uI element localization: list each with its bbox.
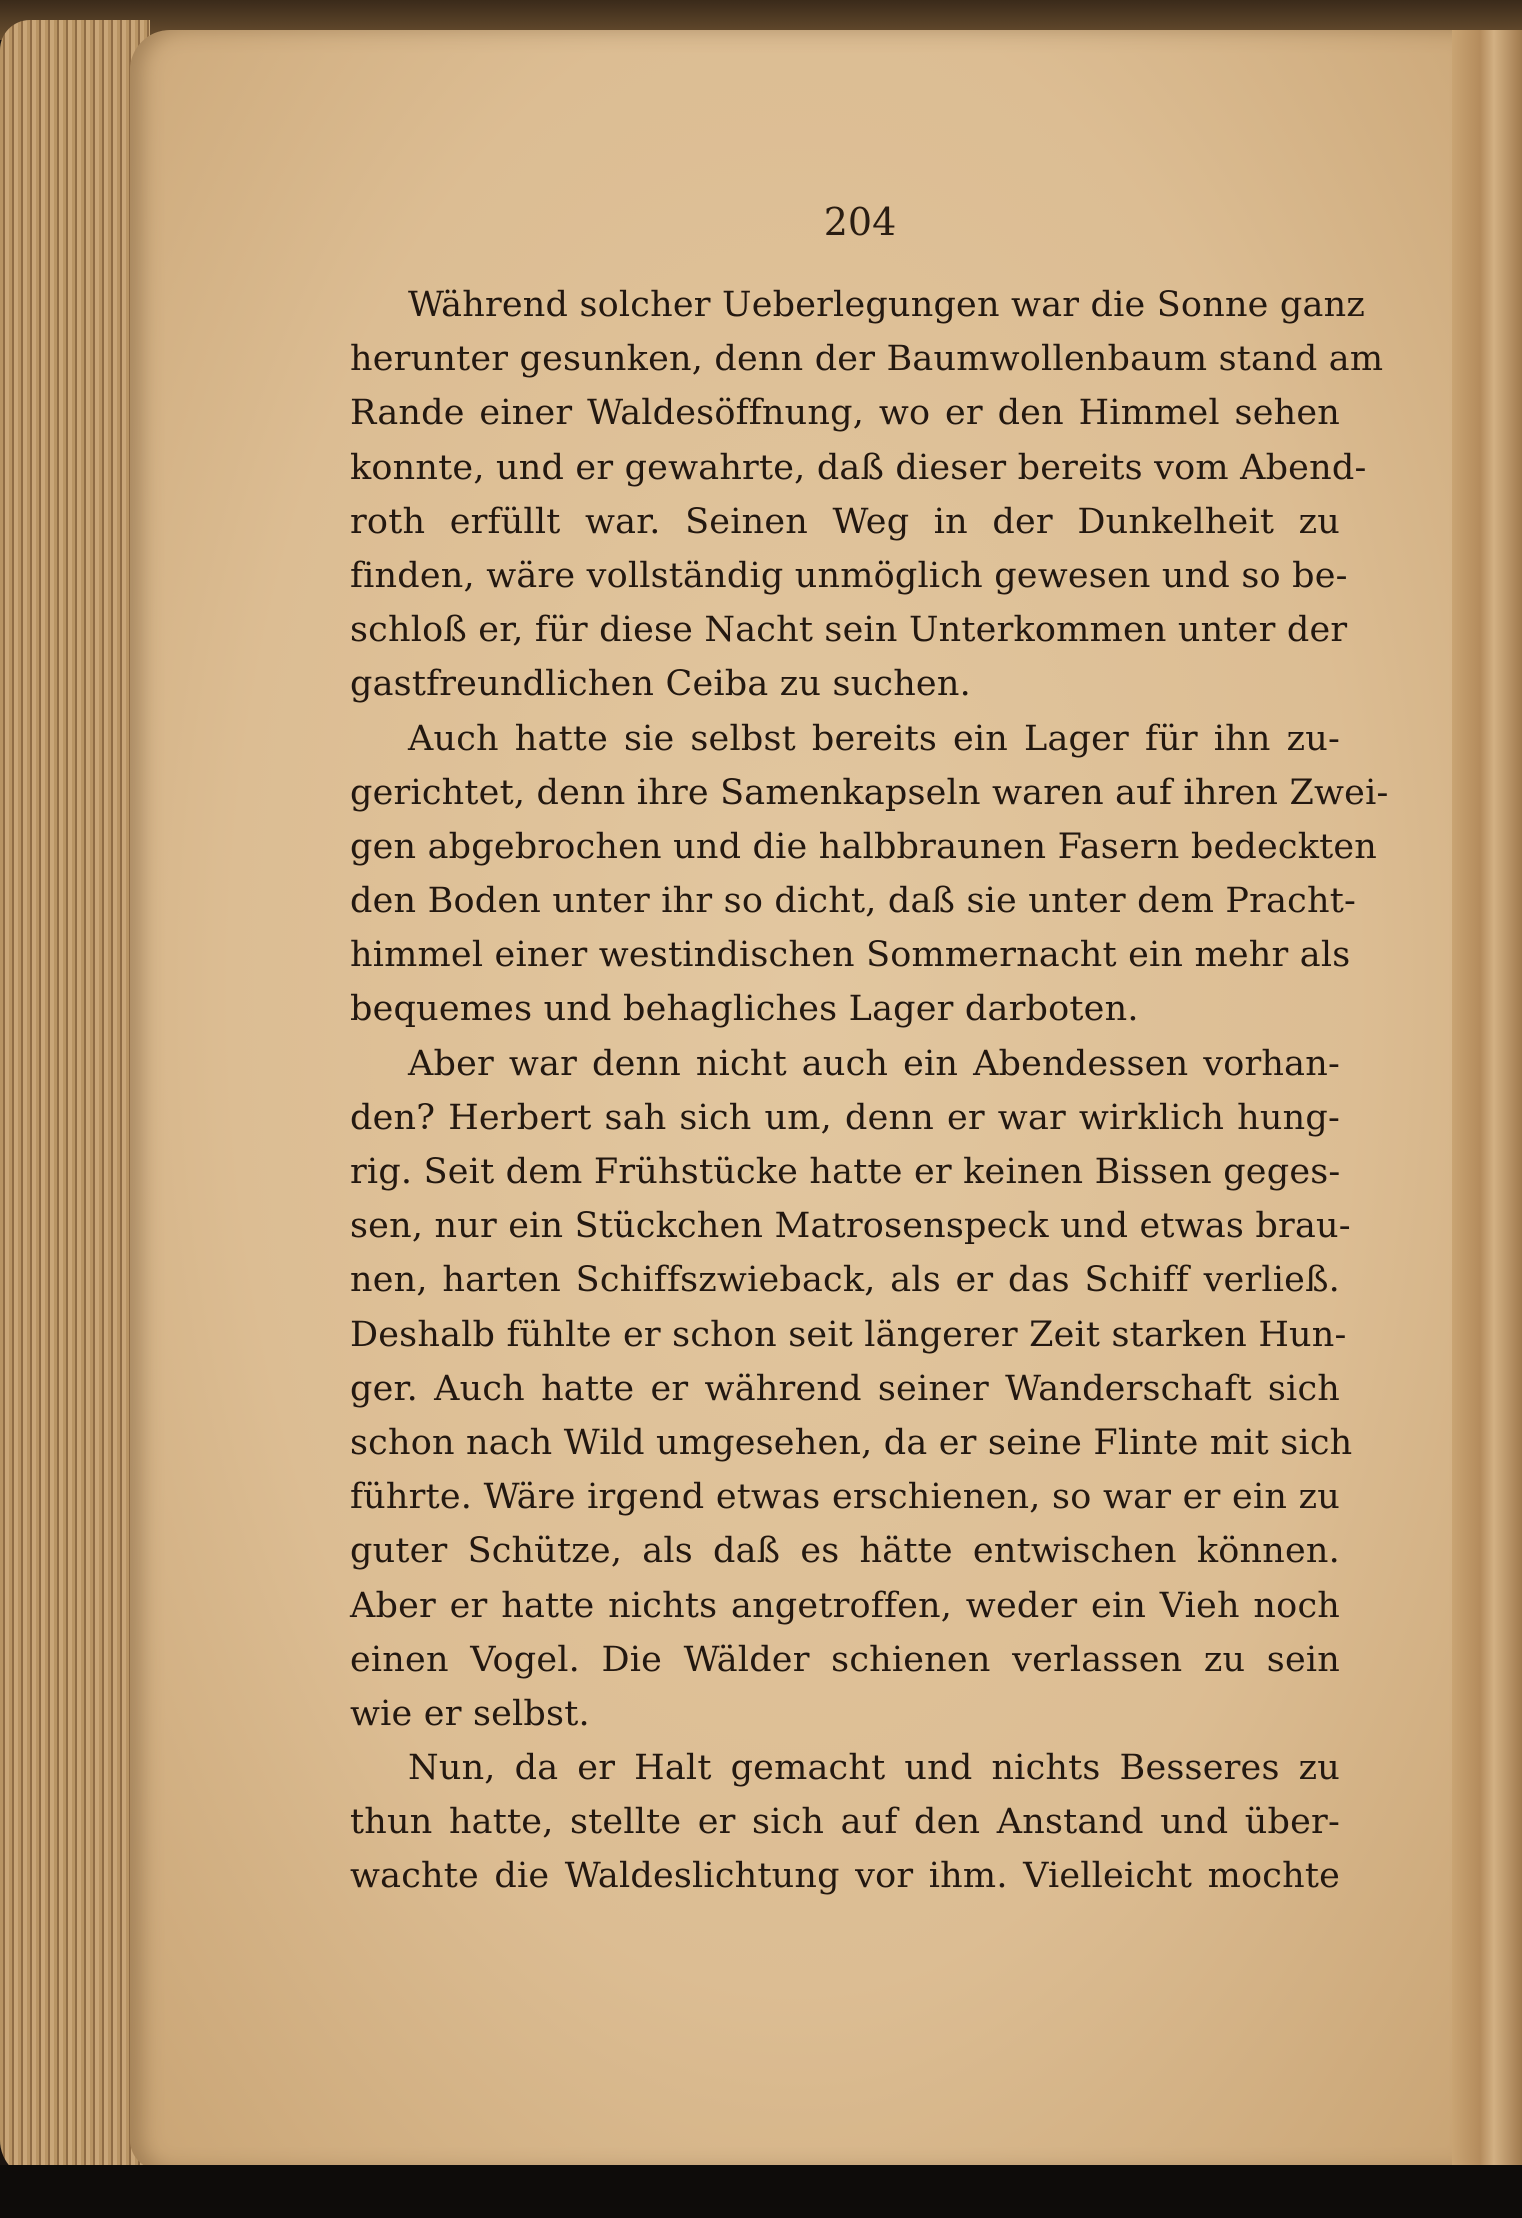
text-line: Aber er hatte nichts angetroffen, weder ein Vieh noch [350,1585,1340,1626]
text-line: herunter gesunken, denn der Baumwollenbaum stand am [350,339,1384,380]
page-number: 204 [823,200,897,244]
text-line: schloß er, für diese Nacht sein Unterkommen unter der [350,610,1348,651]
text-line: Deshalb fühlte er schon seit längerer Zeit starken Hun- [350,1314,1347,1355]
text-line: führte. Wäre irgend etwas erschienen, so war er ein zu [350,1477,1340,1518]
book-right-edge [1452,30,1522,2180]
text-line: Auch hatte sie selbst bereits ein Lager für ihn zu- [408,718,1340,759]
text-line: Rande einer Waldesöffnung, wo er den Himmel sehen [350,393,1340,434]
text-line: wie er selbst. [350,1693,590,1734]
text-line: finden, wäre vollständig unmöglich gewesen und so be- [350,555,1348,596]
text-line: roth erfüllt war. Seinen Weg in der Dunkelheit zu [350,501,1340,542]
text-line: wachte die Waldeslichtung vor ihm. Vielleicht mochte [350,1856,1340,1897]
text-line: ger. Auch hatte er während seiner Wanderschaft sich [350,1368,1340,1409]
text-line: den? Herbert sah sich um, denn er war wirklich hung- [350,1097,1340,1138]
body-text [350,278,1389,1904]
text-line: sen, nur ein Stückchen Matrosenspeck und etwas brau- [350,1206,1351,1247]
text-line: Aber war denn nicht auch ein Abendessen vorhan- [408,1043,1340,1084]
text-line: rig. Seit dem Frühstücke hatte er keinen Bissen geges- [350,1152,1341,1192]
text-line: nen, harten Schiffszwieback, als er das Schiff verließ. [350,1260,1340,1301]
text-line: Während solcher Ueberlegungen war die Sonne ganz [408,285,1365,325]
text-line: guter Schütze, als daß es hätte entwischen können. [350,1531,1340,1572]
text-line: himmel einer westindischen Sommernacht ein mehr als [350,935,1351,976]
text-line: gen abgebrochen und die halbbraunen Fasern bedeckten [350,826,1378,867]
book-page-edges [0,20,150,2180]
text-line: schon nach Wild umgesehen, da er seine Flinte mit sich [350,1422,1353,1463]
text-line: den Boden unter ihr so dicht, daß sie unter dem Pracht- [350,881,1356,922]
text-line: thun hatte, stellte er sich auf den Anstand und über- [350,1802,1340,1843]
scan-background [0,2165,1522,2218]
text-line: Nun, da er Halt gemacht und nichts Besseres zu [408,1748,1340,1789]
text-line: konnte, und er gewahrte, daß dieser bereits vom Abend- [350,447,1367,488]
text-line: gastfreundlichen Ceiba zu suchen. [350,664,971,705]
text-line: gerichtet, denn ihre Samenkapseln waren auf ihren Zwei- [350,772,1389,813]
text-line: einen Vogel. Die Wälder schienen verlassen zu sein [350,1639,1340,1680]
text-line: bequemes und behagliches Lager darboten. [350,989,1139,1030]
